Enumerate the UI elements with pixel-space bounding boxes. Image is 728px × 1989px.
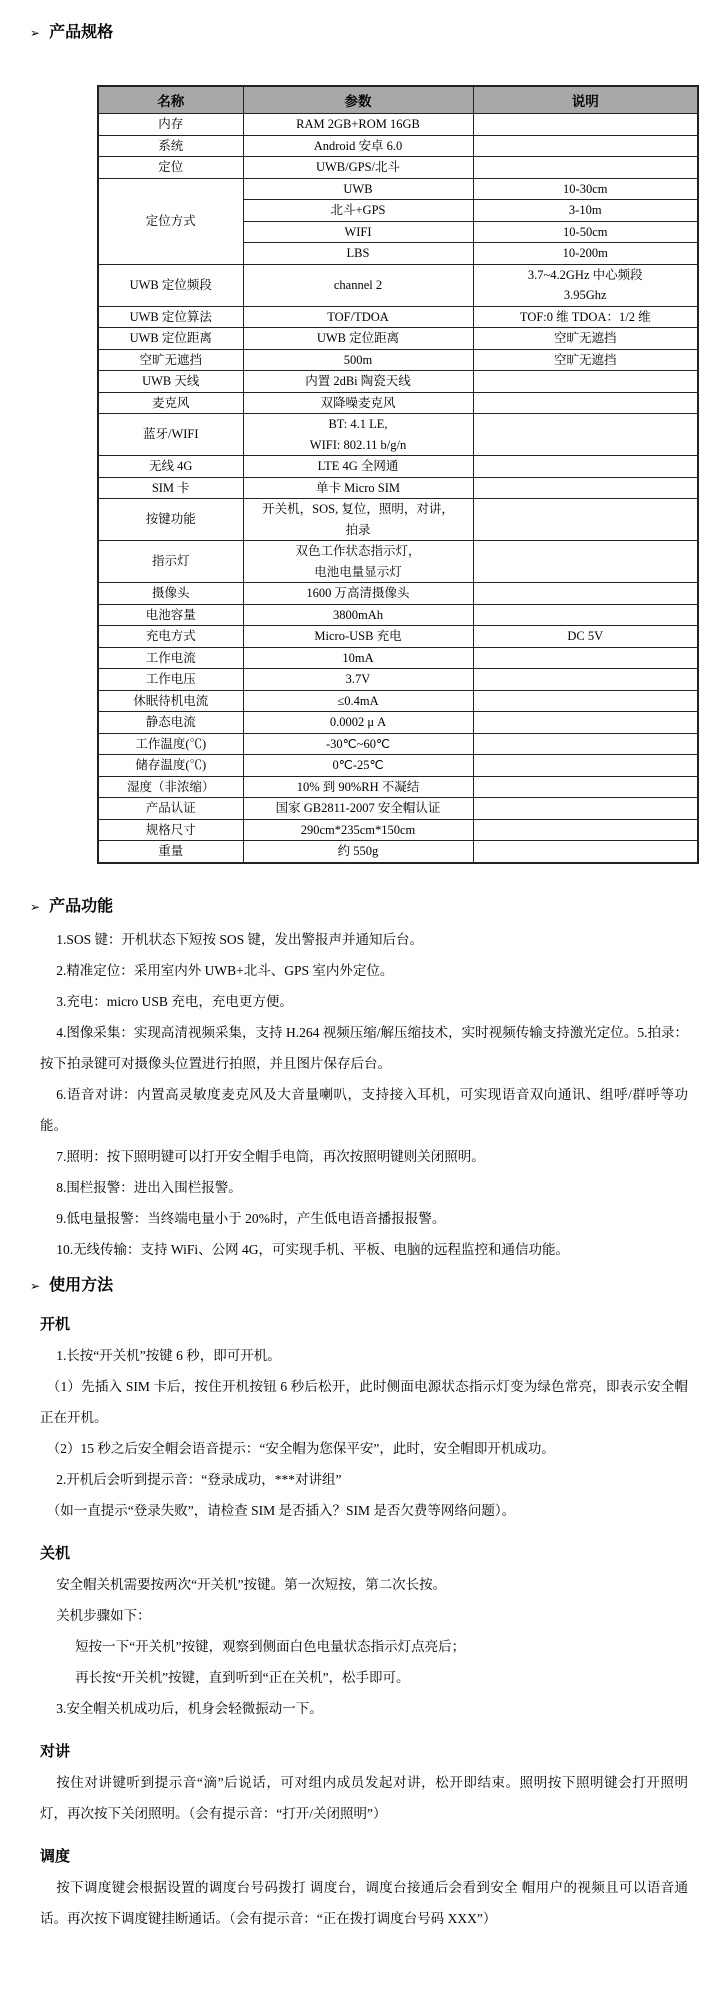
- spec-cell-desc: [473, 583, 698, 605]
- spec-cell-param: Android 安卓 6.0: [243, 135, 473, 157]
- spec-row: [98, 499, 698, 541]
- usage-paragraph: 安全帽关机需要按两次“开关机”按键。第一次短按，第二次长按。: [56, 1576, 447, 1592]
- spec-cell-desc: [473, 669, 698, 691]
- spec-cell-desc: 10-50cm: [473, 221, 698, 243]
- section-title-text-usage: 使用方法: [49, 1276, 114, 1294]
- spec-cell-desc: [473, 776, 698, 798]
- spec-cell-name: 无线 4G: [98, 456, 243, 478]
- spec-cell-name: 电池容量: [98, 604, 243, 626]
- spec-cell-desc: [473, 604, 698, 626]
- section-title-specs: [30, 22, 688, 44]
- spec-cell-param: 北斗+GPS: [243, 200, 473, 222]
- spec-cell-name: SIM 卡: [98, 477, 243, 499]
- spec-cell-name: UWB 定位距离: [98, 328, 243, 350]
- spec-cell-name: UWB 定位算法: [98, 306, 243, 328]
- spec-cell-name: 规格尺寸: [98, 819, 243, 841]
- spec-row: [98, 135, 698, 157]
- spec-cell-param: 约 550g: [243, 841, 473, 863]
- spec-header-row: [98, 86, 698, 114]
- spec-cell-param: 双色工作状态指示灯， 电池电量显示灯: [243, 541, 473, 583]
- usage-subsection-power-on: [30, 1314, 688, 1526]
- spec-cell-desc: [473, 541, 698, 583]
- spec-cell-desc: [473, 477, 698, 499]
- spec-cell-param: TOF/TDOA: [243, 306, 473, 328]
- usage-paragraph: 关机步骤如下：: [56, 1607, 151, 1623]
- spec-cell-param: 3.7V: [243, 669, 473, 691]
- spec-cell-desc: [473, 819, 698, 841]
- spec-cell-param: 10% 到 90%RH 不凝结: [243, 776, 473, 798]
- spec-row: [98, 755, 698, 777]
- spec-cell-param: Micro-USB 充电: [243, 626, 473, 648]
- spec-row: [98, 414, 698, 456]
- feature-item: 3.充电：micro USB 充电，充电更方便。: [56, 993, 293, 1009]
- usage-subsection-title: 关机: [40, 1544, 71, 1562]
- feature-item: 4.图像采集：实现高清视频采集，支持 H.264 视频压缩/解压缩技术，实时视频传输支持激光定位。5.拍录：按下拍录键可对摄像头位置进行拍照，并且图片保存后台。: [40, 1024, 688, 1071]
- spec-cell-desc: [473, 135, 698, 157]
- spec-cell-desc: [473, 755, 698, 777]
- spec-row: [98, 798, 698, 820]
- spec-cell-param: 国家 GB2811-2007 安全帽认证: [243, 798, 473, 820]
- feature-item: 2.精准定位：采用室内外 UWB+北斗、GPS 室内外定位。: [56, 962, 394, 978]
- spec-cell-name: 麦克风: [98, 392, 243, 414]
- spec-cell-name: 内存: [98, 114, 243, 136]
- section-title-features: [30, 896, 688, 918]
- spec-cell-name: UWB 定位频段: [98, 264, 243, 306]
- spec-cell-desc: [473, 733, 698, 755]
- spec-cell-name: 产品认证: [98, 798, 243, 820]
- spec-cell-param: 500m: [243, 349, 473, 371]
- spec-row: [98, 583, 698, 605]
- feature-item: 10.无线传输：支持 WiFi、公网 4G，可实现手机、平板、电脑的远程监控和通信功能。: [56, 1241, 570, 1257]
- spec-cell-desc: 10-30cm: [473, 178, 698, 200]
- spec-cell-param: 内置 2dBi 陶瓷天线: [243, 371, 473, 393]
- spec-row: [98, 456, 698, 478]
- arrow-bullet-icon: ➢: [30, 26, 41, 40]
- spec-cell-param: WIFI: [243, 221, 473, 243]
- section-title-usage: [30, 1275, 688, 1297]
- spec-row: [98, 114, 698, 136]
- spec-row: [98, 328, 698, 350]
- usage-subsection-title: 开机: [40, 1315, 71, 1333]
- spec-cell-name: 蓝牙/WIFI: [98, 414, 243, 456]
- spec-col-header: 说明: [473, 86, 698, 114]
- spec-cell-desc: [473, 392, 698, 414]
- spec-cell-desc: DC 5V: [473, 626, 698, 648]
- spec-cell-name: 重量: [98, 841, 243, 863]
- spec-row: [98, 669, 698, 691]
- spec-row: [98, 733, 698, 755]
- spec-cell-param: 单卡 Micro SIM: [243, 477, 473, 499]
- spec-cell-name: 指示灯: [98, 541, 243, 583]
- spec-col-header: 参数: [243, 86, 473, 114]
- spec-cell-desc: [473, 414, 698, 456]
- spec-row: [98, 776, 698, 798]
- spec-row: [98, 819, 698, 841]
- spec-row: [98, 306, 698, 328]
- spec-row: [98, 604, 698, 626]
- spec-row: [98, 178, 698, 200]
- section-title-text-specs: 产品规格: [49, 24, 114, 41]
- spec-cell-param: 290cm*235cm*150cm: [243, 819, 473, 841]
- usage-subsections: [30, 1314, 688, 1934]
- spec-cell-name: 储存温度(℃): [98, 755, 243, 777]
- spec-cell-name: 工作电压: [98, 669, 243, 691]
- spec-cell-name: 静态电流: [98, 712, 243, 734]
- spec-cell-name: 系统: [98, 135, 243, 157]
- spec-cell-desc: 3-10m: [473, 200, 698, 222]
- spec-cell-param: UWB: [243, 178, 473, 200]
- product-spec-table: [97, 85, 699, 864]
- feature-item: 9.低电量报警：当终端电量小于 20%时，产生低电语音播报报警。: [56, 1210, 446, 1226]
- usage-paragraph: 短按一下“开关机”按键，观察到侧面白色电量状态指示灯点亮后；: [75, 1638, 466, 1654]
- spec-cell-desc: [473, 712, 698, 734]
- spec-cell-desc: 空旷无遮挡: [473, 349, 698, 371]
- spec-cell-desc: [473, 499, 698, 541]
- spec-cell-param: BT: 4.1 LE, WIFI: 802.11 b/g/n: [243, 414, 473, 456]
- usage-subsection-title: 对讲: [40, 1742, 71, 1760]
- usage-subsection-title: 调度: [40, 1847, 71, 1865]
- spec-cell-param: 1600 万高清摄像头: [243, 583, 473, 605]
- spec-row: [98, 349, 698, 371]
- arrow-bullet-icon: ➢: [30, 1278, 41, 1293]
- usage-subsection-intercom: [30, 1741, 688, 1829]
- spec-cell-param: 3800mAh: [243, 604, 473, 626]
- usage-subsection-power-off: [30, 1543, 688, 1724]
- usage-paragraph: 再长按“开关机”按键，直到听到“正在关机”，松手即可。: [75, 1669, 410, 1685]
- spec-cell-name: 定位方式: [98, 178, 243, 264]
- feature-item: 8.围栏报警：进出入围栏报警。: [56, 1179, 242, 1195]
- usage-paragraph: （2）15 秒之后安全帽会语音提示：“安全帽为您保平安”，此时，安全帽即开机成功。: [46, 1440, 555, 1456]
- spec-cell-name: UWB 天线: [98, 371, 243, 393]
- usage-paragraph: （1）先插入 SIM 卡后，按住开机按钮 6 秒后松开，此时侧面电源状态指示灯变为绿色常亮，即表示安全帽正在开机。: [40, 1378, 688, 1425]
- spec-cell-param: 双降噪麦克风: [243, 392, 473, 414]
- usage-subsection-dispatch: [30, 1846, 688, 1934]
- spec-cell-desc: 空旷无遮挡: [473, 328, 698, 350]
- feature-item: 7.照明：按下照明键可以打开安全帽手电筒，再次按照明键则关闭照明。: [56, 1148, 485, 1164]
- spec-cell-param: UWB/GPS/北斗: [243, 157, 473, 179]
- spec-cell-desc: [473, 114, 698, 136]
- spec-cell-param: 0℃-25℃: [243, 755, 473, 777]
- spec-cell-param: channel 2: [243, 264, 473, 306]
- spec-row: [98, 690, 698, 712]
- spec-row: [98, 264, 698, 306]
- spec-cell-desc: [473, 690, 698, 712]
- spec-cell-param: UWB 定位距离: [243, 328, 473, 350]
- spec-row: [98, 157, 698, 179]
- spec-cell-name: 充电方式: [98, 626, 243, 648]
- usage-paragraph: 2.开机后会听到提示音：“登录成功，***对讲组”: [56, 1471, 342, 1487]
- spec-cell-param: ≤0.4mA: [243, 690, 473, 712]
- spec-cell-name: 工作电流: [98, 647, 243, 669]
- spec-cell-desc: [473, 647, 698, 669]
- spec-cell-name: 工作温度(℃): [98, 733, 243, 755]
- spec-cell-desc: [473, 371, 698, 393]
- spec-cell-param: RAM 2GB+ROM 16GB: [243, 114, 473, 136]
- spec-cell-desc: TOF:0 维 TDOA：1/2 维: [473, 306, 698, 328]
- usage-paragraph: 3.安全帽关机成功后，机身会轻微振动一下。: [56, 1700, 323, 1716]
- spec-cell-desc: [473, 456, 698, 478]
- spec-cell-desc: [473, 157, 698, 179]
- spec-row: [98, 371, 698, 393]
- spec-cell-desc: [473, 798, 698, 820]
- spec-cell-desc: [473, 841, 698, 863]
- spec-row: [98, 392, 698, 414]
- spec-cell-name: 定位: [98, 157, 243, 179]
- usage-paragraph: 按下调度键会根据设置的调度台号码拨打 调度台，调度台接通后会看到安全 帽用户的视频且可以语音通话。再次按下调度键挂断通话。（会有提示音：“正在拨打调度台号码 XXX”）: [40, 1879, 688, 1926]
- spec-cell-param: LBS: [243, 243, 473, 265]
- arrow-bullet-icon: ➢: [30, 899, 41, 914]
- spec-row: [98, 647, 698, 669]
- spec-row: [98, 541, 698, 583]
- spec-cell-param: 开关机，SOS, 复位，照明，对讲， 拍录: [243, 499, 473, 541]
- section-title-text-features: 产品功能: [49, 897, 114, 915]
- spec-col-header: 名称: [98, 86, 243, 114]
- spec-cell-name: 休眠待机电流: [98, 690, 243, 712]
- spec-table-body: [98, 114, 698, 863]
- spec-row: [98, 626, 698, 648]
- spec-row: [98, 841, 698, 863]
- spec-cell-desc: 10-200m: [473, 243, 698, 265]
- spec-row: [98, 712, 698, 734]
- spec-cell-param: LTE 4G 全网通: [243, 456, 473, 478]
- spec-cell-param: 0.0002 μ A: [243, 712, 473, 734]
- spec-cell-name: 湿度（非浓缩）: [98, 776, 243, 798]
- spec-row: [98, 477, 698, 499]
- spec-cell-param: 10mA: [243, 647, 473, 669]
- features-list: [30, 924, 688, 1265]
- spec-cell-name: 摄像头: [98, 583, 243, 605]
- spec-cell-desc: 3.7~4.2GHz 中心频段 3.95Ghz: [473, 264, 698, 306]
- usage-paragraph: 按住对讲键听到提示音“滴”后说话，可对组内成员发起对讲，松开即结束。照明按下照明键会打开照明灯，再次按下关闭照明。（会有提示音：“打开/关闭照明”）: [40, 1774, 688, 1821]
- feature-item: 6.语音对讲：内置高灵敏度麦克风及大音量喇叭，支持接入耳机，可实现语音双向通讯、组呼/群呼等功能。: [40, 1086, 688, 1133]
- feature-item: 1.SOS 键：开机状态下短按 SOS 键，发出警报声并通知后台。: [56, 931, 423, 947]
- spec-cell-name: 空旷无遮挡: [98, 349, 243, 371]
- usage-paragraph: 1.长按“开关机”按键 6 秒，即可开机。: [56, 1347, 281, 1363]
- usage-paragraph: （如一直提示“登录失败”，请检查 SIM 是否插入？SIM 是否欠费等网络问题）。: [46, 1502, 516, 1518]
- spec-cell-param: -30℃~60℃: [243, 733, 473, 755]
- spec-cell-name: 按键功能: [98, 499, 243, 541]
